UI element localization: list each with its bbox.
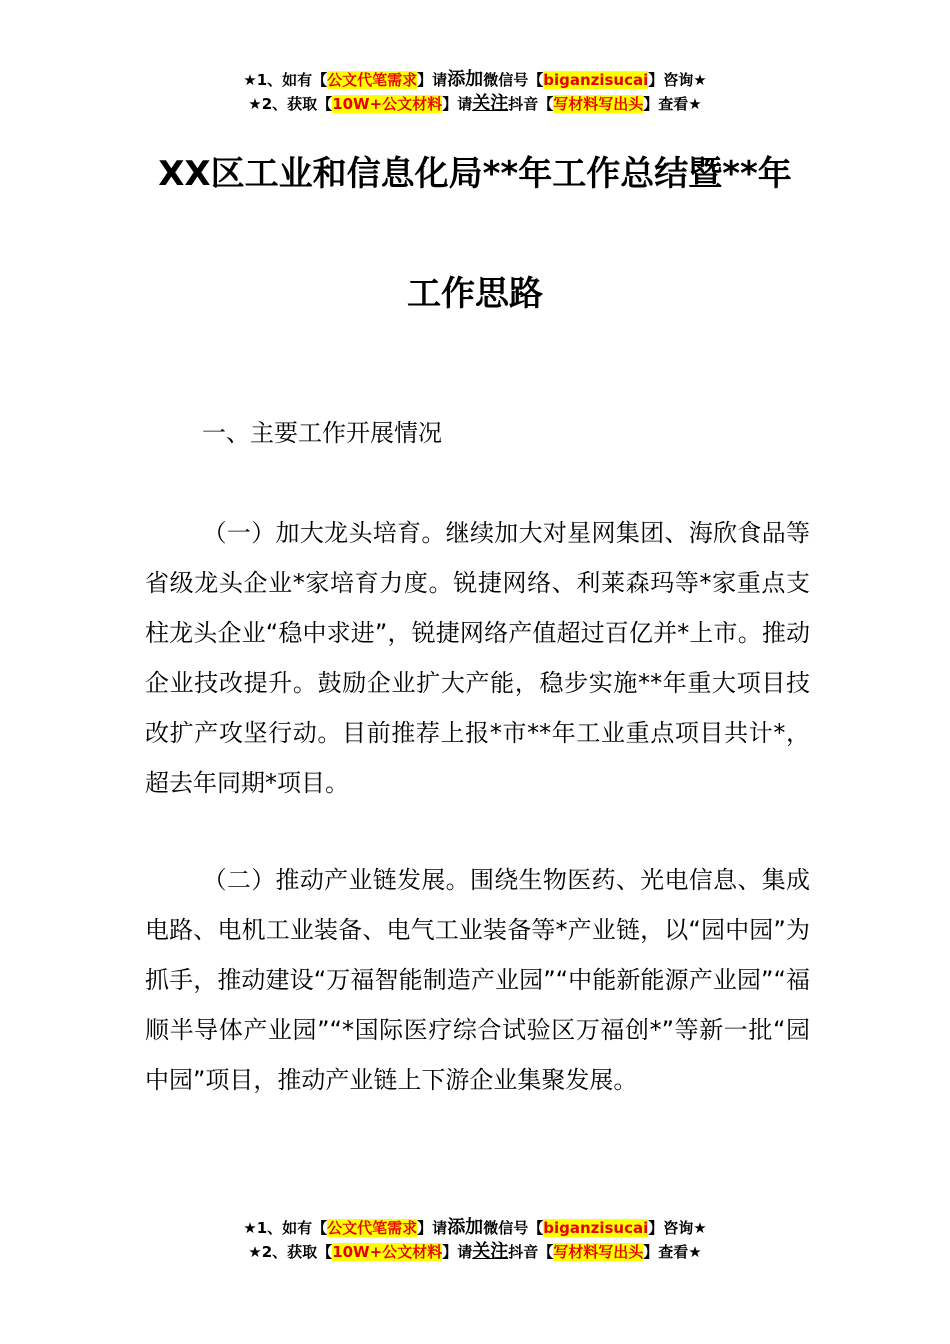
body-paragraph: （二）推动产业链发展。围绕生物医药、光电信息、集成电路、电机工业装备、电气工业装备等*产业链，以“园中园”为抓手，推动建设“万福智能制造产业园”“中能新能源产业园”“福顺半导体产业园”“*国际医疗综合试验区万福创*”等新一批“园中园”项目，推动产业链上下游企业集聚发展。 [145, 866, 810, 1094]
banner-text: 添加 [447, 69, 484, 90]
banner-text: 】查看★ [643, 1243, 702, 1261]
document-title-line-1: XX区工业和信息化局**年工作总结暨**年 [158, 154, 792, 194]
banner-line-1 [0, 68, 950, 92]
banner-text: 添加 [447, 1217, 484, 1238]
banner-line-2 [0, 1240, 950, 1264]
banner-text: 抖音【 [508, 1243, 554, 1261]
banner-highlight: 公文代笔需求 [327, 1219, 418, 1237]
banner-text: ★1、如有【 [243, 1219, 328, 1237]
footer-banner [0, 1216, 950, 1264]
banner-text: 关注 [472, 1241, 509, 1262]
banner-highlight: 10W+公文材料 [332, 95, 443, 113]
banner-highlight: 写材料写出头 [553, 95, 644, 113]
banner-highlight: biganzisucai [543, 1219, 649, 1237]
body-paragraph: （一）加大龙头培育。继续加大对星网集团、海欣食品等省级龙头企业*家培育力度。锐捷网络、利莱森玛等*家重点支柱龙头企业“稳中求进”，锐捷网络产值超过百亿并*上市。推动企业技改提升。鼓励企业扩大产能，稳步实施**年重大项目技改扩产攻坚行动。目前推荐上报*市**年工业重点项目共计*，超去年同期*项目。 [145, 519, 810, 797]
banner-highlight: 公文代笔需求 [327, 71, 418, 89]
banner-highlight: biganzisucai [543, 71, 649, 89]
banner-text: 】请 [417, 71, 448, 89]
document-title-line-2: 工作思路 [407, 274, 543, 314]
banner-text: 】请 [442, 1243, 473, 1261]
banner-text: 微信号【 [483, 1219, 544, 1237]
banner-highlight: 10W+公文材料 [332, 1243, 443, 1261]
banner-text: 抖音【 [508, 95, 554, 113]
banner-text: 】请 [442, 95, 473, 113]
banner-line-1 [0, 1216, 950, 1240]
banner-text: 】请 [417, 1219, 448, 1237]
banner-text: 关注 [472, 93, 509, 114]
banner-text: 】咨询★ [648, 1219, 707, 1237]
banner-line-2 [0, 92, 950, 116]
banner-text: ★2、获取【 [248, 95, 333, 113]
section-heading: 一、主要工作开展情况 [202, 419, 442, 447]
banner-text: 微信号【 [483, 71, 544, 89]
banner-text: 】查看★ [643, 95, 702, 113]
banner-text: ★2、获取【 [248, 1243, 333, 1261]
banner-text: 】咨询★ [648, 71, 707, 89]
banner-highlight: 写材料写出头 [553, 1243, 644, 1261]
banner-text: ★1、如有【 [243, 71, 328, 89]
header-banner [0, 68, 950, 116]
